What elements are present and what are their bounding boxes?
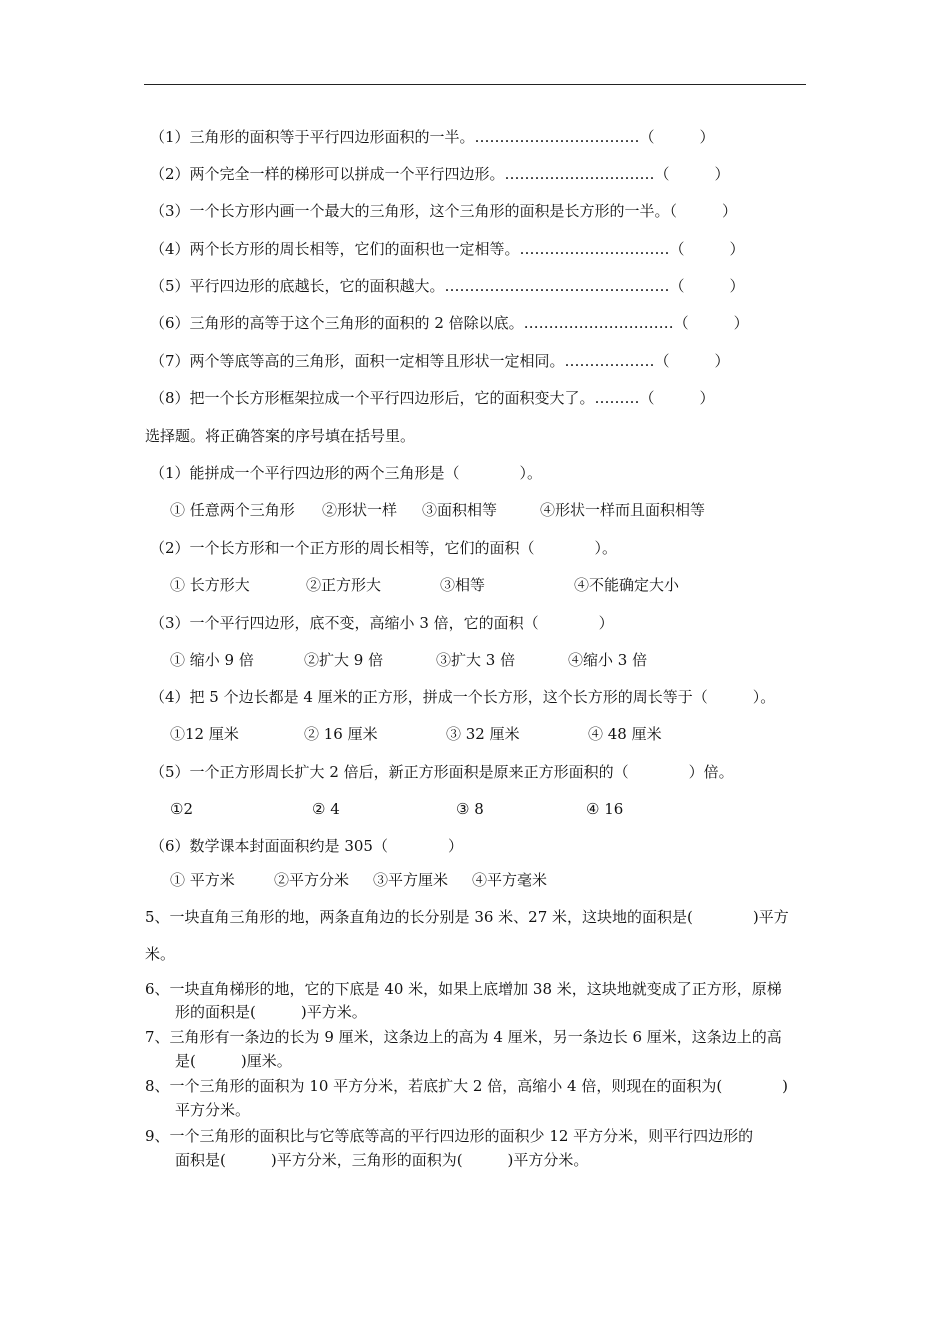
choice-heading: 选择题。将正确答案的序号填在括号里。	[145, 427, 416, 445]
fill-in-9-line-1: 9、一个三角形的面积比与它等底等高的平行四边形的面积少 12 平方分米，则平行四边形的	[145, 1127, 754, 1145]
fill-in-5-line-1: 5、一块直角三角形的地，两条直角边的长分别是 36 米、27 米，这块地的面积是( )平方	[145, 908, 789, 926]
tf-item-2: （2）两个完全一样的梯形可以拼成一个平行四边形。…………………………（ ）	[150, 165, 730, 183]
choice-question-4: （4）把 5 个边长都是 4 厘米的正方形，拼成一个长方形，这个长方形的周长等于（ ）。	[150, 688, 776, 706]
fill-in-7-line-1: 7、三角形有一条边的长为 9 厘米，这条边上的高为 4 厘米，另一条边长 6 厘米，这条边上的高	[145, 1028, 782, 1046]
choice-question-6: （6）数学课本封面面积约是 305（ ）	[150, 837, 463, 855]
choice-6-option-1: ① 平方米	[170, 871, 235, 889]
fill-in-9-line-2: 面积是( )平方分米，三角形的面积为( )平方分米。	[175, 1151, 589, 1169]
fill-in-8-line-1: 8、一个三角形的面积为 10 平方分米，若底扩大 2 倍，高缩小 4 倍，则现在的面积为( )	[145, 1077, 789, 1095]
choice-2-option-1: ① 长方形大	[170, 576, 250, 594]
choice-question-2: （2）一个长方形和一个正方形的周长相等，它们的面积（ ）。	[150, 539, 618, 557]
choice-2-option-3: ③相等	[440, 576, 486, 594]
choice-4-option-3: ③ 32 厘米	[446, 725, 520, 743]
choice-1-option-3: ③面积相等	[422, 501, 498, 519]
tf-item-6: （6）三角形的高等于这个三角形的面积的 2 倍除以底。…………………………（ ）	[150, 314, 749, 332]
choice-5-option-1: ①2	[170, 800, 193, 818]
choice-6-option-3: ③平方厘米	[373, 871, 449, 889]
choice-4-option-4: ④ 48 厘米	[588, 725, 662, 743]
choice-3-option-2: ②扩大 9 倍	[304, 651, 384, 669]
choice-1-option-2: ②形状一样	[322, 501, 398, 519]
fill-in-5-line-2: 米。	[145, 945, 176, 963]
header-rule	[144, 84, 806, 85]
choice-question-5: （5）一个正方形周长扩大 2 倍后，新正方形面积是原来正方形面积的（ ）倍。	[150, 763, 734, 781]
choice-2-option-2: ②正方形大	[306, 576, 382, 594]
fill-in-6-line-2: 形的面积是( )平方米。	[175, 1003, 367, 1021]
choice-question-3: （3）一个平行四边形，底不变，高缩小 3 倍，它的面积（ ）	[150, 614, 614, 632]
choice-6-option-4: ④平方毫米	[472, 871, 548, 889]
choice-2-option-4: ④不能确定大小	[574, 576, 680, 594]
fill-in-8-line-2: 平方分米。	[175, 1101, 251, 1119]
choice-1-option-1: ① 任意两个三角形	[170, 501, 295, 519]
choice-3-option-1: ① 缩小 9 倍	[170, 651, 254, 669]
choice-5-option-4: ④ 16	[586, 800, 624, 818]
choice-5-option-3: ③ 8	[456, 800, 484, 818]
choice-5-option-2: ② 4	[312, 800, 340, 818]
choice-4-option-2: ② 16 厘米	[304, 725, 378, 743]
tf-item-3: （3）一个长方形内画一个最大的三角形，这个三角形的面积是长方形的一半。（ ）	[150, 202, 738, 220]
tf-item-4: （4）两个长方形的周长相等，它们的面积也一定相等。…………………………（ ）	[150, 240, 745, 258]
choice-question-1: （1）能拼成一个平行四边形的两个三角形是（ ）。	[150, 464, 543, 482]
tf-item-1: （1）三角形的面积等于平行四边形面积的一半。……………………………（ ）	[150, 128, 715, 146]
fill-in-6-line-1: 6、一块直角梯形的地，它的下底是 40 米，如果上底增加 38 米，这块地就变成了正方形，原梯	[145, 980, 782, 998]
choice-1-option-4: ④形状一样而且面积相等	[540, 501, 706, 519]
tf-item-7: （7）两个等底等高的三角形，面积一定相等且形状一定相同。………………（ ）	[150, 352, 730, 370]
choice-4-option-1: ①12 厘米	[170, 725, 239, 743]
tf-item-5: （5）平行四边形的底越长，它的面积越大。………………………………………（ ）	[150, 277, 745, 295]
choice-3-option-4: ④缩小 3 倍	[568, 651, 648, 669]
choice-6-option-2: ②平方分米	[274, 871, 350, 889]
fill-in-7-line-2: 是( )厘米。	[175, 1052, 292, 1070]
choice-3-option-3: ③扩大 3 倍	[436, 651, 516, 669]
tf-item-8: （8）把一个长方形框架拉成一个平行四边形后，它的面积变大了。………（ ）	[150, 389, 715, 407]
